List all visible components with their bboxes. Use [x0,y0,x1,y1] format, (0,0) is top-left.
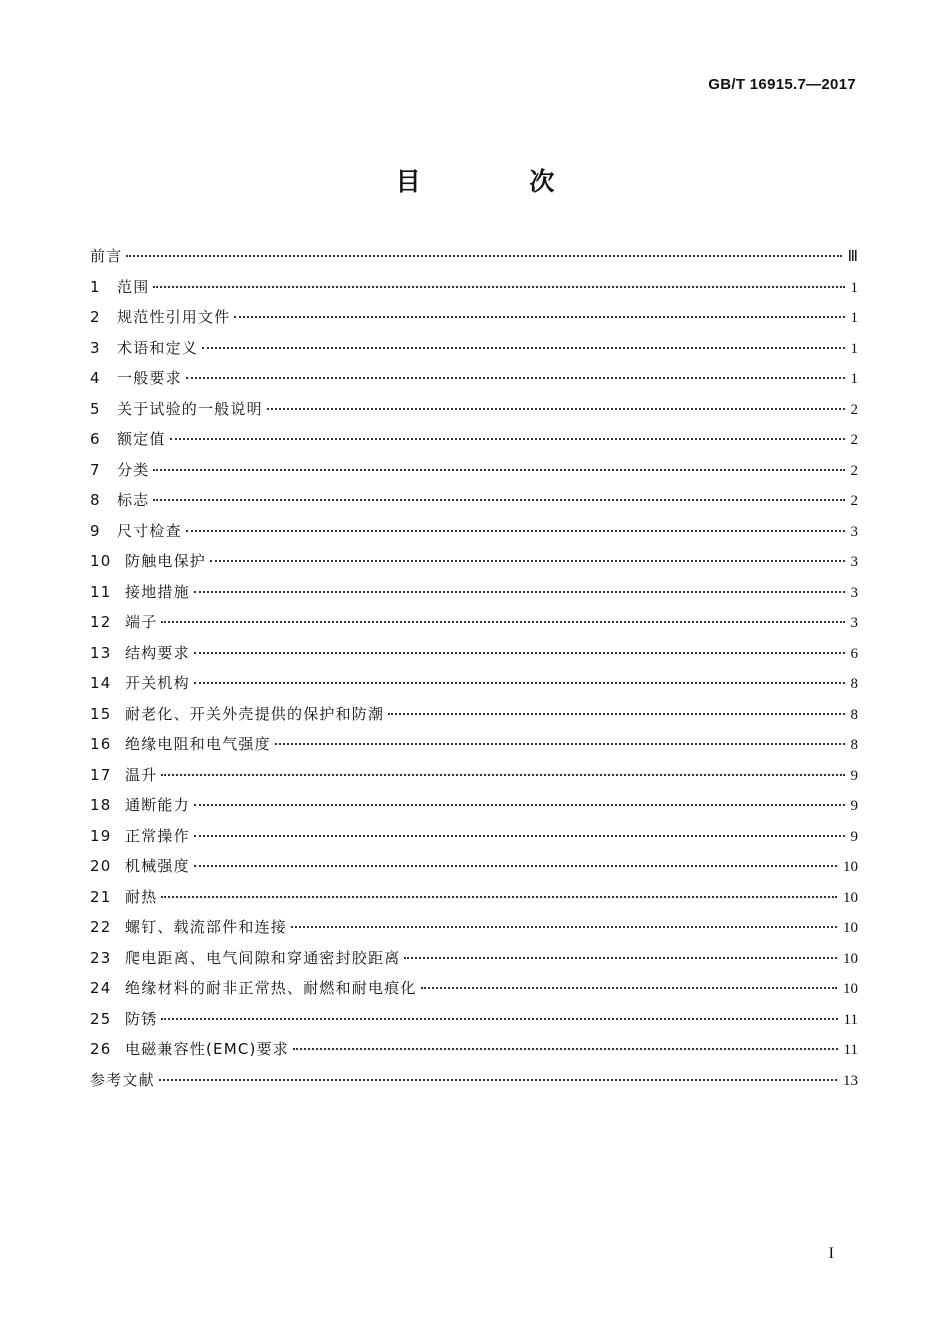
toc-entry-number: 18 [90,796,112,814]
toc-entry-number: 9 [90,521,101,540]
toc-entry-number: 4 [90,369,101,387]
toc-entry-page: 1 [850,340,858,357]
toc-entry-number: 26 [90,1040,112,1058]
toc-entry[interactable] [90,607,858,638]
toc-entry[interactable] [90,272,858,303]
toc-entry-page: 11 [843,1042,858,1058]
toc-entry-title: 防触电保护 [125,552,207,570]
toc-entry-page: 2 [850,401,858,418]
toc-entry-title: 开关机构 [125,674,190,692]
toc-entry[interactable] [90,821,858,852]
toc-leader-dots [161,896,837,898]
toc-entry-title: 参考文献 [90,1070,155,1089]
toc-entry-title: 耐老化、开关外壳提供的保护和防潮 [125,704,385,723]
toc-entry-number: 11 [90,582,112,601]
toc-entry[interactable] [90,333,858,364]
toc-entry-title: 端子 [125,613,158,631]
toc-entry[interactable] [90,760,858,791]
toc-entry[interactable] [90,1065,858,1096]
toc-entry-title: 标志 [117,491,150,509]
toc-entry-number: 19 [90,826,112,845]
toc-entry[interactable] [90,302,858,333]
standard-number: GB/T 16915.7—2017 [708,76,856,93]
toc-entry-title: 分类 [117,460,150,479]
toc-entry-number: 12 [90,613,112,631]
toc-leader-dots [267,408,845,410]
toc-leader-dots [404,957,837,959]
toc-entry[interactable] [90,241,858,272]
toc-entry[interactable] [90,638,858,669]
toc-entry[interactable] [90,943,858,974]
toc-entry-title: 结构要求 [125,643,190,662]
toc-entry-page: 10 [843,981,858,997]
toc-entry-page: 3 [850,615,858,631]
toc-leader-dots [161,621,844,623]
toc-entry-title: 尺寸检查 [117,521,182,540]
toc-leader-dots [275,743,845,745]
toc-leader-dots [194,652,845,654]
toc-entry-number: 23 [90,948,112,967]
toc-entry-number: 14 [90,674,112,692]
toc-entry-title: 耐热 [125,887,158,906]
toc-entry-page: 10 [843,950,858,967]
toc-entry-number: 6 [90,430,101,448]
toc-leader-dots [186,530,845,532]
toc-entry-page: 1 [850,279,858,296]
toc-entry-page: 2 [850,493,858,509]
toc-entry-number: 22 [90,918,112,936]
toc-leader-dots [186,377,845,379]
toc-entry-page: 11 [843,1011,858,1028]
toc-entry[interactable] [90,912,858,943]
toc-leader-dots [194,682,845,684]
toc-entry-title: 绝缘材料的耐非正常热、耐燃和耐电痕化 [125,979,417,997]
toc-entry-title: 关于试验的一般说明 [117,399,263,418]
toc-entry-number: 25 [90,1009,112,1028]
toc-entry[interactable] [90,516,858,547]
toc-leader-dots [234,316,844,318]
toc-entry-title: 爬电距离、电气间隙和穿通密封胶距离 [125,948,401,967]
toc-leader-dots [161,774,844,776]
toc-entry[interactable] [90,546,858,577]
toc-entry[interactable] [90,363,858,394]
toc-entry-title: 螺钉、载流部件和连接 [125,918,288,936]
toc-entry[interactable] [90,973,858,1004]
toc-entry-title: 通断能力 [125,796,190,814]
toc-entry[interactable] [90,424,858,455]
toc-leader-dots [421,987,837,989]
toc-title: 目 次 [395,167,605,196]
toc-entry-page: 13 [843,1072,858,1089]
toc-leader-dots [126,255,841,257]
toc-entry[interactable] [90,699,858,730]
toc-entry-number: 7 [90,460,101,479]
toc-entry-title: 电磁兼容性(EMC)要求 [125,1040,289,1058]
toc-leader-dots [153,286,844,288]
toc-leader-dots [170,438,845,440]
toc-entry-page: 10 [843,889,858,906]
toc-leader-dots [159,1079,837,1081]
toc-entry-page: 9 [850,798,858,814]
toc-entry-title: 接地措施 [125,582,190,601]
toc-leader-dots [388,713,844,715]
toc-entry-title: 绝缘电阻和电气强度 [125,735,271,753]
toc-entry-page: 1 [850,310,858,326]
toc-entry-page: 2 [850,462,858,479]
toc-entry-number: 17 [90,765,112,784]
toc-entry-number: 8 [90,491,101,509]
toc-entry-number: 24 [90,979,112,997]
toc-entry-page: 3 [850,554,858,570]
toc-entry[interactable] [90,394,858,425]
toc-leader-dots [194,865,837,867]
toc-entry-number: 13 [90,643,112,662]
toc-entry-title: 规范性引用文件 [117,308,231,326]
toc-leader-dots [202,347,844,349]
page-number: I [828,1245,834,1262]
toc-entry-number: 10 [90,552,112,570]
toc-entry-page: 8 [850,737,858,753]
toc-entry[interactable] [90,455,858,486]
toc-entry[interactable] [90,668,858,699]
toc-entry-number: 5 [90,399,101,418]
toc-leader-dots [291,926,837,928]
toc-entry[interactable] [90,577,858,608]
toc-entry[interactable] [90,485,858,516]
table-of-contents [90,241,858,1095]
toc-entry-page: 2 [850,432,858,448]
toc-leader-dots [194,591,845,593]
toc-leader-dots [194,804,845,806]
toc-entry-page: 10 [843,920,858,936]
toc-entry[interactable] [90,1034,858,1065]
toc-entry-title: 防锈 [125,1009,158,1028]
toc-leader-dots [210,560,844,562]
toc-entry-number: 3 [90,338,101,357]
toc-entry-page: 10 [843,859,858,875]
toc-entry-number: 16 [90,735,112,753]
toc-entry-page: 6 [850,645,858,662]
toc-entry-number: 15 [90,704,112,723]
toc-entry-number: 20 [90,857,112,875]
toc-entry-page: 9 [850,828,858,845]
toc-entry-title: 机械强度 [125,857,190,875]
toc-entry-page: 3 [850,523,858,540]
toc-leader-dots [153,469,844,471]
toc-entry[interactable] [90,1004,858,1035]
toc-entry-number: 1 [90,277,101,296]
toc-entry-title: 温升 [125,765,158,784]
toc-entry[interactable] [90,851,858,882]
toc-entry-page: 8 [850,706,858,723]
toc-entry-title: 前言 [90,247,123,265]
toc-entry-page: 1 [850,371,858,387]
toc-leader-dots [194,835,845,837]
toc-entry-title: 范围 [117,277,150,296]
toc-entry-title: 一般要求 [117,369,182,387]
toc-entry-title: 术语和定义 [117,338,199,357]
toc-entry-number: 21 [90,887,112,906]
toc-entry-number: 2 [90,308,101,326]
toc-entry-page: 8 [850,676,858,692]
toc-entry-page: 9 [850,767,858,784]
toc-entry[interactable] [90,790,858,821]
toc-entry-title: 额定值 [117,430,166,448]
toc-leader-dots [153,499,844,501]
toc-entry[interactable] [90,882,858,913]
toc-leader-dots [161,1018,837,1020]
toc-entry-page: 3 [850,584,858,601]
toc-entry[interactable] [90,729,858,760]
toc-entry-page: Ⅲ [847,249,858,265]
toc-leader-dots [293,1048,838,1050]
toc-entry-title: 正常操作 [125,826,190,845]
